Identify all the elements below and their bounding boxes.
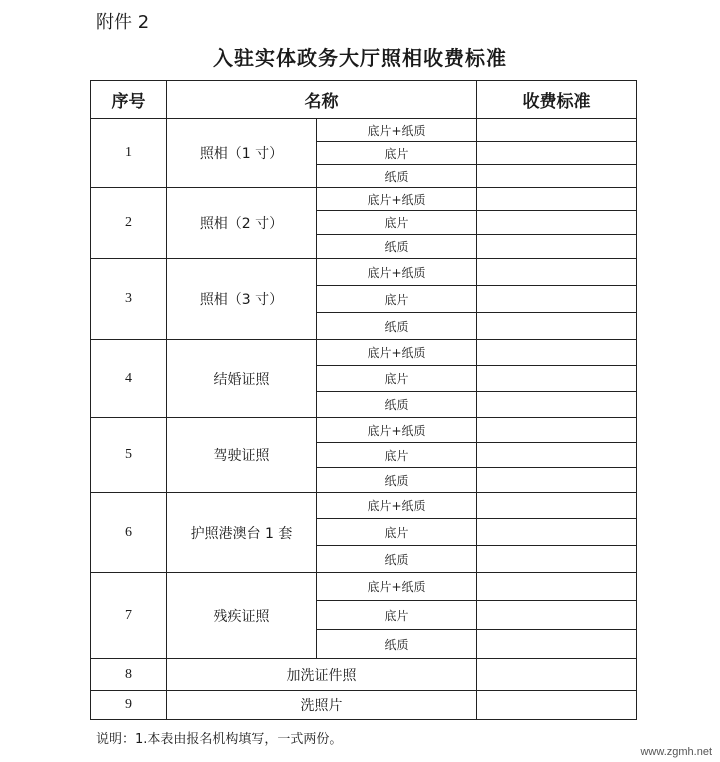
table-row: [91, 340, 637, 366]
fee-cell[interactable]: [477, 119, 637, 142]
fee-cell[interactable]: [477, 630, 637, 659]
sub-item: 底片: [317, 443, 477, 468]
sub-item: 底片: [317, 211, 477, 235]
item-name: 照相（3 寸）: [167, 259, 317, 340]
column-header-name: 名称: [167, 81, 477, 119]
watermark: www.zgmh.net: [640, 746, 712, 758]
fee-cell[interactable]: [477, 573, 637, 601]
row-seq: 6: [91, 493, 167, 573]
item-name: 洗照片: [167, 691, 477, 720]
table-row: [91, 418, 637, 443]
sub-item: 底片: [317, 601, 477, 630]
attachment-label: 附件 2: [96, 12, 150, 33]
fee-cell[interactable]: [477, 392, 637, 418]
table-row: [91, 659, 637, 691]
table-row: [91, 493, 637, 519]
sub-item: 底片+纸质: [317, 418, 477, 443]
sub-item: 底片: [317, 519, 477, 546]
row-seq: 8: [91, 659, 167, 691]
fee-table: [90, 80, 637, 720]
sub-item: 底片: [317, 366, 477, 392]
fee-cell[interactable]: [477, 493, 637, 519]
sub-item: 纸质: [317, 630, 477, 659]
fee-cell[interactable]: [477, 366, 637, 392]
fee-cell[interactable]: [477, 259, 637, 286]
sub-item: 纸质: [317, 546, 477, 573]
table-row: [91, 691, 637, 720]
row-seq: 2: [91, 188, 167, 259]
row-seq: 4: [91, 340, 167, 418]
fee-cell[interactable]: [477, 211, 637, 235]
sub-item: 纸质: [317, 468, 477, 493]
fee-cell[interactable]: [477, 443, 637, 468]
item-name: 残疾证照: [167, 573, 317, 659]
table-row: [91, 573, 637, 601]
row-seq: 5: [91, 418, 167, 493]
sub-item: 纸质: [317, 235, 477, 259]
sub-item: 底片+纸质: [317, 340, 477, 366]
fee-cell[interactable]: [477, 546, 637, 573]
fee-cell[interactable]: [477, 142, 637, 165]
sub-item: 纸质: [317, 392, 477, 418]
sub-item: 底片+纸质: [317, 188, 477, 211]
sub-item: 底片: [317, 142, 477, 165]
item-name: 驾驶证照: [167, 418, 317, 493]
fee-cell[interactable]: [477, 235, 637, 259]
fee-cell[interactable]: [477, 188, 637, 211]
item-name: 护照港澳台 1 套: [167, 493, 317, 573]
table-row: [91, 188, 637, 211]
item-name: 照相（2 寸）: [167, 188, 317, 259]
fee-cell[interactable]: [477, 418, 637, 443]
sub-item: 纸质: [317, 313, 477, 340]
item-name: 加洗证件照: [167, 659, 477, 691]
footnote: 说明：1.本表由报名机构填写，一式两份。: [96, 732, 343, 747]
fee-cell[interactable]: [477, 519, 637, 546]
fee-cell[interactable]: [477, 286, 637, 313]
sub-item: 纸质: [317, 165, 477, 188]
column-header-seq: 序号: [91, 81, 167, 119]
sub-item: 底片+纸质: [317, 493, 477, 519]
item-name: 照相（1 寸）: [167, 119, 317, 188]
row-seq: 3: [91, 259, 167, 340]
document-title: 入驻实体政务大厅照相收费标准: [213, 46, 507, 70]
sub-item: 底片+纸质: [317, 259, 477, 286]
item-name: 结婚证照: [167, 340, 317, 418]
sub-item: 底片+纸质: [317, 573, 477, 601]
table-header-row: [91, 81, 637, 119]
fee-cell[interactable]: [477, 601, 637, 630]
row-seq: 7: [91, 573, 167, 659]
fee-cell[interactable]: [477, 468, 637, 493]
sub-item: 底片: [317, 286, 477, 313]
fee-cell[interactable]: [477, 691, 637, 720]
table-row: [91, 119, 637, 142]
sub-item: 底片+纸质: [317, 119, 477, 142]
row-seq: 9: [91, 691, 167, 720]
fee-cell[interactable]: [477, 165, 637, 188]
column-header-fee: 收费标准: [477, 81, 637, 119]
fee-cell[interactable]: [477, 313, 637, 340]
fee-cell[interactable]: [477, 659, 637, 691]
fee-cell[interactable]: [477, 340, 637, 366]
table-row: [91, 259, 637, 286]
row-seq: 1: [91, 119, 167, 188]
